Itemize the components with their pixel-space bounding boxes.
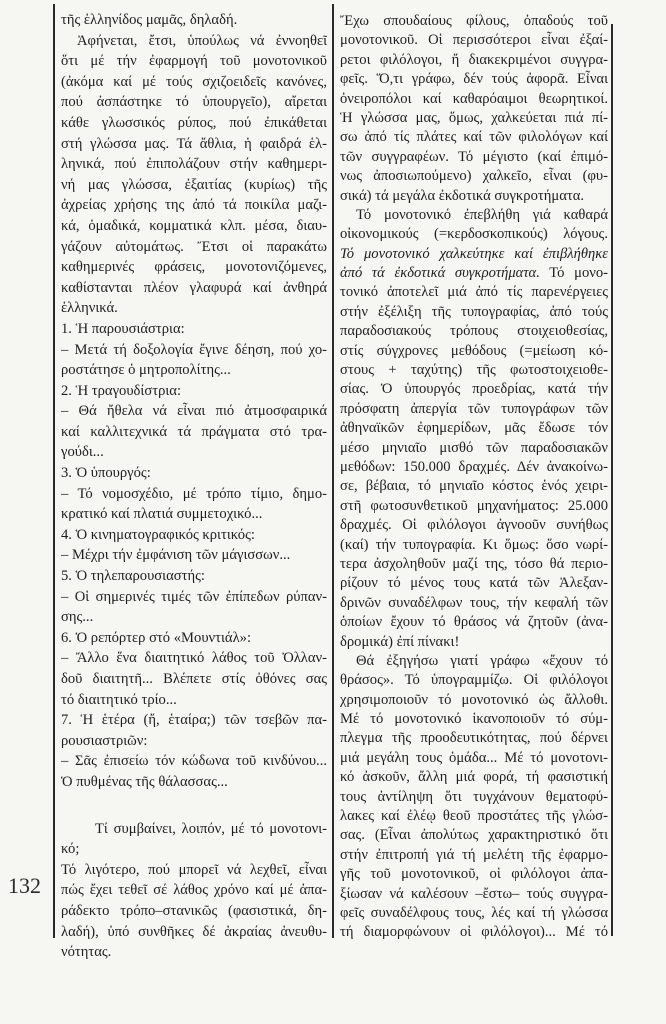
text-line: δρινῶν συναδέλφων τους, τήν κεφαλή τῶν <box>340 594 608 611</box>
text-line: στους + ταχύτης) τῆς φωτοστοιχειοθε- <box>340 362 608 379</box>
text-line: παραδοσιακούς τρόπους στοιχειοθεσίας, <box>340 323 608 340</box>
text-line: Ὁ πυθμένας τῆς θάλασσας... <box>61 773 228 790</box>
text-line: Τό μονοτονικό ἐπεβλήθη γιά καθαρά <box>356 206 608 223</box>
text-line: δοῦ διαιτητῆ... Βλέπετε στίς ὀθόνες σας <box>61 671 327 687</box>
text-line: μιά μεγάλη τους ὁμάδα... Μέ τό μονοτονι- <box>340 749 608 766</box>
text-line: καθίστανται πλέον γλαφυρά καί ἀνθηρά <box>61 279 327 296</box>
text-line <box>340 264 608 283</box>
text-line: ἀθηναϊκῶν ἐφημερίδων, μᾶς ἔδωσε τόν <box>340 420 608 437</box>
text-line: – Τό νομοσχέδιο, μέ τρόπο τίμιο, δημο- <box>61 485 327 502</box>
text-line: – Ἄλλο ἕνα διαιτητικό λάθος τοῦ Ὀλλαν- <box>61 650 327 667</box>
text-line: τή διαμορφώνουν οἱ φιλόλογοι)... Μέ τό <box>340 924 608 941</box>
text-line: Ἔχω σπουδαίους φίλους, ὀπαδούς τοῦ <box>340 13 608 29</box>
text-line: ὅτι μέ τήν ἐφαρμογή τοῦ μονοτονικοῦ <box>61 53 327 70</box>
text-line: φεῖς. Ὅ,τι γράφω, δέν τούς ἀφορᾶ. Εἶναι <box>340 71 608 88</box>
text-line: (καί) τήν τυπογραφία. Κι ὅμως: ὅσο νωρί- <box>340 536 608 553</box>
text-line: κρατικό καί πλατιά συμμετοχικό... <box>61 506 263 523</box>
right-margin-rule <box>611 24 613 936</box>
text-line: σω ἀπό τίς πλάτες καί τῶν φιλολόγων καί <box>340 129 608 146</box>
text-line: σικά) τά μεγάλα ἐκδοτικά συγκροτήματα. <box>340 187 584 204</box>
text-line: κό; <box>61 841 80 858</box>
text-line: τερα ἀσχοληθοῦν μαζί της, τόσο θά περιο- <box>340 555 608 572</box>
text-line: – Σᾶς ἐπισείω τόν κώδωνα τοῦ κινδύνου... <box>61 753 327 770</box>
text-line: νότητας. <box>61 944 112 961</box>
text-line: κά, ὁμαδικά, κομματικά κλπ. μέσα, διαυ- <box>61 217 327 234</box>
text-line: 6. Ὁ ρεπόρτερ στό «Μουντιάλ»: <box>61 629 252 646</box>
text-line: θράσος». Τό ὑπογραμμίζω. Οἱ φιλόλογοι <box>340 672 608 689</box>
text-line: ἀχρείας χρήσης της ἀπό τά ποικίλα μαζι- <box>61 197 327 214</box>
text-line: 7. Ἡ ἑτέρα (ἤ, ἑταίρα;) τῶν τσεβῶν πα- <box>61 712 327 729</box>
text-line: Ἀφήνεται, ἔτσι, ὑπούλως νά ἐννοηθεῖ <box>77 32 327 49</box>
text-line: μεθόδων: 150.000 δραχμές. Δέν ἀνακοίνω- <box>340 458 608 475</box>
text-line: Μέ τό μονοτονικό ἱκανοποιοῦν τό σύμ- <box>340 711 608 728</box>
text-line: στή γλώσσα μας. Τά ἄθλια, ἡ φαιδρά ἑλ- <box>61 135 327 152</box>
left-margin-rule <box>53 4 55 938</box>
text-line: σης... <box>61 609 94 626</box>
text-line: μέσο μηνιαῖο μισθό τῶν παραδοσιακῶν <box>340 439 608 456</box>
text-line: κάθε γλωσσικός ρύπος, πού ἐπικάθεται <box>61 114 327 131</box>
italic-emphasis: Τό μονοτονικό χαλκεύτηκε καί ἐπιβλήθηκε <box>340 245 608 262</box>
text-line: καί καλλιτεχνικά τά πράγματα στό τρα- <box>61 423 327 440</box>
text-line: ὀνειροπόλοι καί καθαρόαιμοι θεωρητικοί. <box>340 90 608 107</box>
text-line: στήν ἐπιτροπή γιά τή μελέτη τῆς ἐφαρμο- <box>340 846 608 863</box>
text-line: 4. Ὁ κινηματογραφικός κριτικός: <box>61 526 255 543</box>
text-line: γούδι... <box>61 444 104 461</box>
text-line: 1. Ἡ παρουσιάστρια: <box>61 320 185 337</box>
text-run: Τό μονο- <box>539 265 608 282</box>
text-line: (ἀκόμα καί μέ τούς σχιζοειδεῖς κανόνες, <box>61 73 327 90</box>
text-line: σε, βέβαια, τό μηνιαῖο κόστος ἑνός χειρι- <box>340 478 608 495</box>
text-line: ράδεκτο τρόπο–στανικῶς (φασιστικά, δη- <box>61 902 327 919</box>
text-line: ληνικά, πού ἐπιπολάζουν στήν καθημερι- <box>61 156 327 173</box>
text-line <box>340 245 608 264</box>
text-line: τῆς ἑλληνίδος μαμᾶς, δηλαδή. <box>61 12 238 28</box>
text-line: δρομικά) ἐπί πίνακι! <box>340 633 460 650</box>
text-line: φεῖς συναδέλφους τους, λές καί τή γλώσσα <box>340 904 608 921</box>
text-line: γῆς τοῦ μονοτονικοῦ, οἱ φιλόλογοι ἀπα- <box>340 866 608 883</box>
text-line: τῶν συγγραφέων. Τό μέγιστο (καί ἐπιμό- <box>340 148 608 165</box>
text-line: δραχμές. Οἱ φιλόλογοι ἀγνοοῦν συνήθως <box>340 517 608 534</box>
italic-emphasis: ἀπό τά ἐκδοτικά συγκροτήματα. <box>340 265 540 282</box>
text-line: 5. Ὁ τηλεπαρουσιαστής: <box>61 568 205 585</box>
text-line: σας. (Εἶναι ἀπολύτως χαρακτηριστικό ὅτι <box>340 827 608 844</box>
text-line: τους ἀντίληψη ὅτι τυγχάνουν θεματοφύ- <box>340 788 608 805</box>
text-line: – Οἱ σημερινές τιμές τῶν ἐπίπεδων ρύπαν- <box>61 588 327 605</box>
text-line: Τί συμβαίνει, λοιπόν, μέ τό μονοτονι- <box>95 820 327 837</box>
text-line: ροστάτησε ὁ μητροπολίτης... <box>61 362 231 379</box>
text-line: ἑλληνικά. <box>61 300 118 317</box>
text-line: στίς σύγχρονες μεθόδους (=μείωση κό- <box>340 342 608 359</box>
text-line: 3. Ὁ ὑπουργός: <box>61 465 151 482</box>
text-line: ὁποίων ἔχουν τό θράσος νά ζητοῦν (ἀνα- <box>340 614 608 631</box>
text-line: σίας. Ὁ ὑπουργός προεδρίας, κατά τήν <box>340 381 608 398</box>
text-line: Θά ἐξηγήσω γιατί γράφω «ἔχουν τό <box>356 652 608 669</box>
text-line: μονοτονικοῦ. Οἱ περισσότεροι εἶναι ἐξαί- <box>340 32 608 49</box>
text-line: τό διαιτητικό τρίο... <box>61 691 177 708</box>
text-line: τονικό ἀποτελεῖ μιά ἀπό τίς παρενέργειες <box>340 284 608 301</box>
text-line: χρησιμοποιοῦν τό μονοτονικό ὡς ἄλλοθι. <box>340 691 608 708</box>
text-line: καθημερινές φράσεις, μονοτονιζόμενες, <box>61 259 327 276</box>
text-line: νή μας γλώσσα, ἐξαιτίας (κυρίως) τῆς <box>61 176 327 193</box>
text-line: Τό λιγότερο, πού μπορεῖ νά λεχθεῖ, εἶναι <box>61 861 327 878</box>
page-number: 132 <box>8 873 41 898</box>
text-line: κό ἀσκοῦν, ἄλλη μιά φορά, τή φασιστική <box>340 769 608 786</box>
column-divider-rule <box>332 4 334 938</box>
text-line: – Θά ἤθελα νά εἶναι πιό ἀτμοσφαιρικά <box>61 403 327 420</box>
text-line: – Μετά τή δοξολογία ἔγινε δέηση, πού χο- <box>61 341 327 358</box>
text-line: ξίωσαν νά καλέσουν –ἔστω– τούς συγγρα- <box>340 885 608 902</box>
text-line: λαδή), ὑπό συνθῆκες δέ ἀκραίας ἀνευθυ- <box>61 923 327 940</box>
text-line: πώς ἔχει τεθεῖ σέ λάθος χρόνο καί μέ ἀπα- <box>61 882 327 899</box>
text-line: στήν ἐξέλιξη τῆς τυπογραφίας, ἀπό τούς <box>340 303 608 320</box>
text-line: ρίζουν τό μένος τους κατά τῶν Ἀλεξαν- <box>340 575 608 592</box>
text-line: πού ἀσπάστηκε τό ὑπουργεῖο), αἴρεται <box>61 94 327 111</box>
text-line: νως ἀποσιωπούμενο) χαλκεῖο, εἶναι (φυ- <box>340 168 608 185</box>
text-line: ρουσιαστριῶν: <box>61 732 148 749</box>
left-text-column <box>61 10 327 963</box>
text-line: οἰκονομικούς (=κερδοσκοπικούς) λόγους. <box>340 226 608 243</box>
text-line: πλεγμα τῆς προοδευτικότητας, πού δέρνει <box>340 730 608 747</box>
text-line: ρετοι φιλόλογοι, ἤ διακεκριμένοι συγγρα- <box>340 51 608 68</box>
text-line: 2. Ἡ τραγουδίστρια: <box>61 382 181 399</box>
text-line: πρόσφατη ἀπεργία τῶν τυπογράφων τῶν <box>340 400 608 417</box>
text-line: – Μέχρι τήν ἐμφάνιση τῶν μάγισσων... <box>61 547 291 564</box>
right-text-column <box>340 12 608 943</box>
text-line: γάζουν αὐτομάτως. Ἔτσι οἱ παρακάτω <box>61 238 327 255</box>
blank-line <box>61 793 327 819</box>
text-line: Ἡ γλώσσα μας, ὅμως, χαλκεύεται πιά πί- <box>340 109 608 126</box>
text-line: λακες καί ἐλέῳ θεοῦ προστάτες τῆς γλώσ- <box>340 808 608 825</box>
text-line: στῆ φωτοσυνθετικοῦ μηχανήματος: 25.000 <box>340 497 608 514</box>
